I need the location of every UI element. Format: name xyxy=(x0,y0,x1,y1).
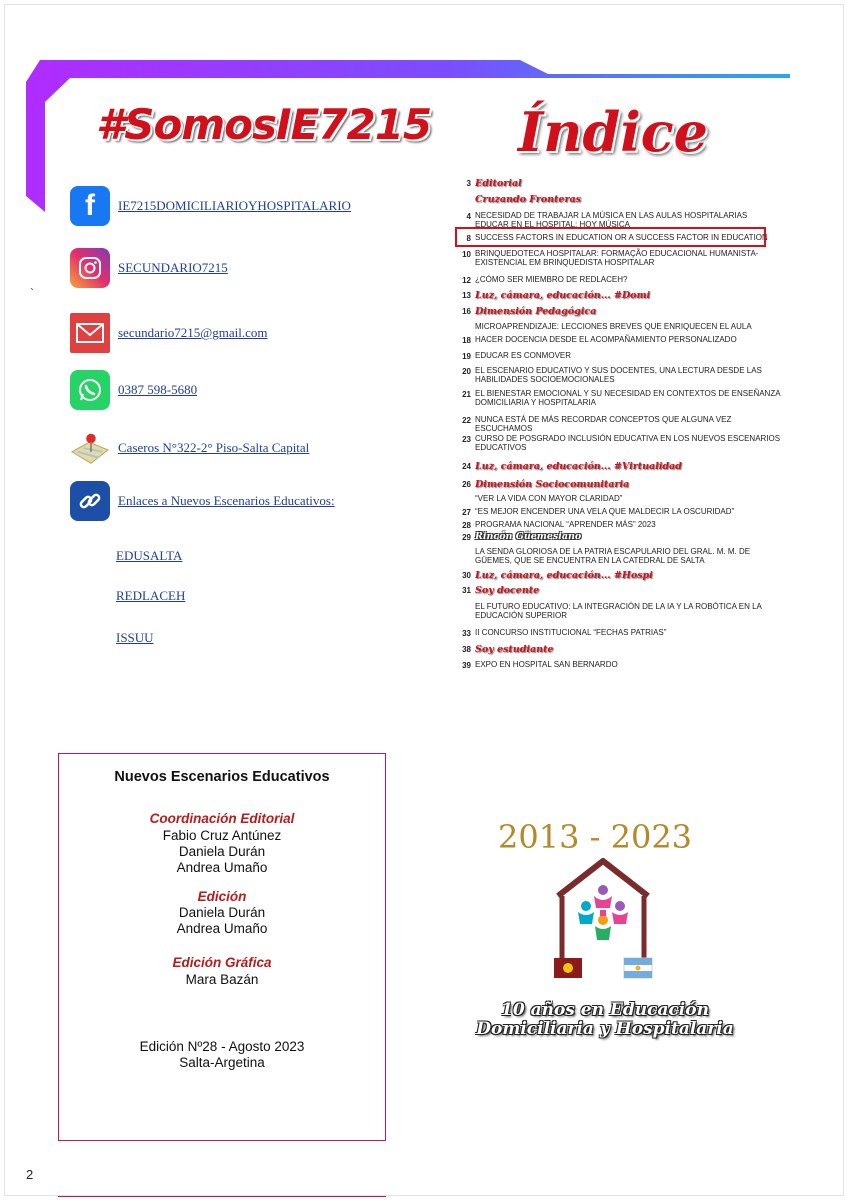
toc-title: NUNCA ESTÁ DE MÁS RECORDAR CONCEPTOS QUE ALGUNA VEZ ESCUCHAMOS xyxy=(475,415,732,433)
credit-name: Daniela Durán xyxy=(178,844,266,859)
toc-entry[interactable] xyxy=(456,178,786,189)
anniversary-line2: Domiciliaria y Hospitalaria xyxy=(476,1019,734,1039)
toc-entry[interactable] xyxy=(456,366,786,384)
toc-entry[interactable] xyxy=(456,628,786,639)
credit-name: Mara Bazán xyxy=(185,972,259,987)
credit-name: Fabio Cruz Antúnez xyxy=(162,828,282,843)
toc-entry[interactable] xyxy=(456,520,786,531)
edition-number: Edición Nº28 - Agosto 2023 xyxy=(139,1039,305,1054)
house-logo-icon xyxy=(550,856,656,986)
toc-entry[interactable] xyxy=(456,335,786,346)
highlight-box xyxy=(455,227,766,247)
toc-title: II CONCURSO INSTITUCIONAL “FECHAS PATRIAS” xyxy=(475,628,667,637)
toc-title: EL BIENESTAR EMOCIONAL Y SU NECESIDAD EN CONTEXTOS DE ENSEÑANZA DOMICILIARIA Y HOSPITALARIA xyxy=(475,389,781,407)
toc-page: 21 xyxy=(462,390,471,399)
toc-entry[interactable] xyxy=(456,585,786,596)
contact-text[interactable]: secundario7215@gmail.com xyxy=(118,325,268,340)
toc-page: 39 xyxy=(462,661,471,670)
contact-links[interactable] xyxy=(70,479,450,523)
toc-entry[interactable] xyxy=(456,479,786,490)
stray-mark: ` xyxy=(30,286,34,300)
toc-title: Dimensión Sociocomunitaria xyxy=(475,479,630,490)
toc-entry[interactable] xyxy=(456,461,786,472)
toc-title: EL ESCENARIO EDUCATIVO Y SUS DOCENTES, UNA LECTURA DESDE LAS HABILIDADES SOCIOEMOCIONALES xyxy=(475,366,762,384)
brand-title: #SomosIE7215 xyxy=(96,100,432,149)
toc-page: 8 xyxy=(466,234,471,243)
contact-whatsapp[interactable] xyxy=(70,368,450,412)
toc-entry[interactable] xyxy=(456,507,786,518)
toc-entry[interactable] xyxy=(456,532,786,543)
credit-name: Daniela Durán xyxy=(178,905,266,920)
link-issuu[interactable]: ISSUU xyxy=(116,630,154,645)
toc-title: Editorial xyxy=(475,178,522,189)
toc-entry[interactable] xyxy=(456,275,786,286)
toc-entry[interactable] xyxy=(456,660,786,671)
toc-page: 24 xyxy=(462,462,471,471)
contact-text[interactable]: SECUNDARIO7215 xyxy=(118,260,228,275)
toc-page: 38 xyxy=(462,645,471,654)
toc-page: 26 xyxy=(462,480,471,489)
toc-entry[interactable] xyxy=(456,570,786,581)
graphic-edition-role: Edición Gráfica xyxy=(172,955,272,970)
anniversary-years: 2013 - 2023 xyxy=(498,818,693,856)
credit-name: Andrea Umaño xyxy=(176,860,268,875)
credits-heading: Nuevos Escenarios Educativos xyxy=(114,769,330,785)
toc-title: PROGRAMA NACIONAL “APRENDER MÁS” 2023 xyxy=(475,520,656,529)
toc-title: Luz, cámara, educación... #Domi xyxy=(475,290,651,301)
instagram-icon xyxy=(70,248,110,288)
facebook-icon: f xyxy=(70,186,110,226)
toc-title: MICROAPRENDIZAJE: LECCIONES BREVES QUE ENRIQUECEN EL AULA xyxy=(475,322,752,331)
toc-page: 20 xyxy=(462,367,471,376)
toc-title: HACER DOCENCIA DESDE EL ACOMPAÑAMIENTO PERSONALIZADO xyxy=(475,335,737,344)
toc-entry[interactable] xyxy=(456,602,786,620)
contact-instagram[interactable] xyxy=(70,246,450,290)
map-pin-icon xyxy=(70,428,110,468)
toc-page xyxy=(456,602,471,620)
toc-page xyxy=(456,494,471,503)
page-number: 2 xyxy=(26,1167,34,1182)
toc-title: Soy estudiante xyxy=(475,644,554,655)
toc-page xyxy=(456,322,471,331)
toc-page: 12 xyxy=(462,276,471,285)
toc-page: 30 xyxy=(462,571,471,580)
contact-email[interactable] xyxy=(70,311,450,355)
whatsapp-icon xyxy=(70,370,110,410)
toc-page xyxy=(456,194,471,205)
credit-name: Andrea Umaño xyxy=(176,921,268,936)
credits-box xyxy=(58,753,386,1141)
toc-entry[interactable] xyxy=(456,547,786,565)
toc-title: Rincón Güemesiano xyxy=(475,531,582,542)
edition-role: Edición xyxy=(197,889,247,904)
toc-page xyxy=(456,547,471,565)
toc-title: EDUCAR EN EL HOSPITAL: HOY MÚSICA xyxy=(475,220,630,229)
toc-title: “ES MEJOR ENCENDER UNA VELA QUE MALDECIR LA OSCURIDAD” xyxy=(475,507,735,516)
toc-title: EDUCAR ES CONMOVER xyxy=(475,351,572,360)
toc-page: 16 xyxy=(462,307,471,316)
toc-title: EL FUTURO EDUCATIVO: LA INTEGRACIÓN DE LA IA Y LA ROBÓTICA EN LA EDUCACIÓN SUPERIOR xyxy=(475,602,762,620)
contact-text[interactable]: 0387 598-5680 xyxy=(118,382,198,397)
toc-page: 31 xyxy=(462,586,471,595)
toc-entry[interactable] xyxy=(456,351,786,362)
link-icon xyxy=(70,481,110,521)
toc-title: “VER LA VIDA CON MAYOR CLARIDAD” xyxy=(475,494,623,503)
toc-entry[interactable] xyxy=(456,644,786,655)
toc-entry[interactable] xyxy=(456,249,786,267)
toc-title: NECESIDAD DE TRABAJAR LA MÚSICA EN LAS AULAS HOSPITALARIAS xyxy=(475,211,748,220)
contact-text[interactable]: Caseros N°322-2° Piso-Salta Capital xyxy=(118,440,310,455)
toc-title: BRINQUEDOTECA HOSPITALAR: FORMAÇÃO EDUCACIONAL HUMANISTA-EXISTENCIAL EM BRINQUEDISTA HOSPITALAR xyxy=(475,249,759,267)
credits-divider xyxy=(58,1196,386,1201)
toc-entry[interactable] xyxy=(456,322,786,331)
toc-page: 4 xyxy=(466,212,471,221)
contact-text[interactable]: IE7215DOMICILIARIOYHOSPITALARIO xyxy=(118,198,351,213)
toc-page: 27 xyxy=(462,508,471,517)
contact-address[interactable] xyxy=(70,426,450,470)
toc-title: Luz, cámara, educación... #Hospi xyxy=(475,570,653,581)
toc-title: Cruzando Fronteras xyxy=(475,194,581,205)
coordination-role: Coordinación Editorial xyxy=(149,811,295,826)
toc-entry[interactable] xyxy=(456,415,786,433)
toc-title: Luz, cámara, educación... #Virtualidad xyxy=(475,461,682,472)
toc-title: SUCCESS FACTORS IN EDUCATION OR A SUCCESS FACTOR IN EDUCATION xyxy=(475,233,768,242)
edition-place: Salta-Argetina xyxy=(179,1055,265,1070)
toc-page: 19 xyxy=(462,352,471,361)
link-redlaceh[interactable]: REDLACEH xyxy=(116,588,186,603)
index-title: Índice xyxy=(518,100,709,164)
toc-title: CURSO DE POSGRADO INCLUSIÓN EDUCATIVA EN LOS NUEVOS ESCENARIOS EDUCATIVOS xyxy=(475,434,781,452)
table-of-contents xyxy=(456,176,786,676)
toc-entry[interactable] xyxy=(456,306,786,317)
toc-entry[interactable] xyxy=(456,494,786,503)
toc-title: LA SENDA GLORIOSA DE LA PATRIA ESCAPULARIO DEL GRAL. M. M. DE GÜEMES, QUE SE ENCUENTRA EN LA CATEDRAL DE SALTA xyxy=(475,547,751,565)
toc-entry[interactable] xyxy=(456,290,786,301)
toc-page: 28 xyxy=(462,521,471,530)
toc-page: 23 xyxy=(462,435,471,444)
link-edusalta[interactable]: EDUSALTA xyxy=(116,548,183,563)
email-icon xyxy=(70,313,110,353)
toc-title: ¿CÓMO SER MIEMBRO DE REDLACEH? xyxy=(475,275,628,284)
contact-text[interactable]: Enlaces a Nuevos Escenarios Educativos: xyxy=(118,493,335,508)
toc-title: Dimensión Pedagógica xyxy=(475,306,597,317)
contact-facebook[interactable] xyxy=(70,184,450,228)
toc-entry[interactable] xyxy=(456,194,786,205)
toc-page: 10 xyxy=(462,250,471,259)
toc-page: 29 xyxy=(462,533,471,542)
toc-title: EXPO EN HOSPITAL SAN BERNARDO xyxy=(475,660,618,669)
anniversary-line1: 10 años en Educación xyxy=(501,1000,709,1020)
toc-entry[interactable] xyxy=(456,389,786,407)
toc-entry[interactable] xyxy=(456,434,786,452)
toc-page: 33 xyxy=(462,629,471,638)
toc-page: 13 xyxy=(462,291,471,300)
toc-page: 22 xyxy=(462,416,471,425)
toc-page: 18 xyxy=(462,336,471,345)
toc-title: Soy docente xyxy=(475,585,540,596)
toc-page: 3 xyxy=(466,179,471,188)
